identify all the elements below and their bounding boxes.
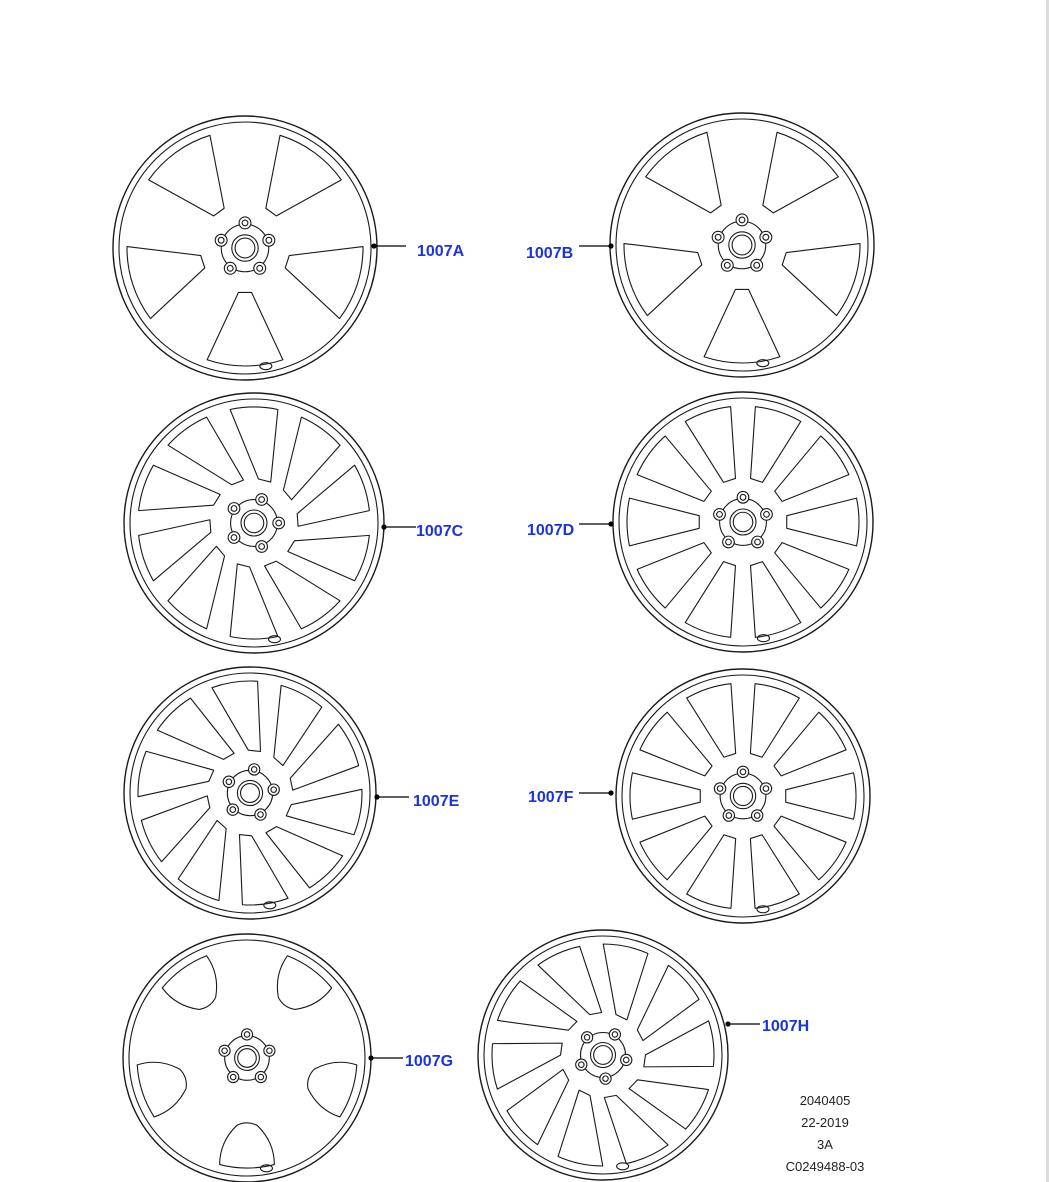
callout-1007C[interactable]: 1007C [416,523,464,540]
wheel-1007C [124,393,416,653]
lug-nut [228,532,240,544]
lug-nut [723,810,734,821]
lug-nut [609,1029,620,1040]
lug-nut [576,1059,587,1070]
lug-nut [219,1045,230,1056]
wheel-1007E [124,667,409,919]
lug-nut [215,234,227,246]
lug-nut [751,259,763,271]
lug-nut [723,536,735,548]
leader-dot [371,243,376,248]
drawing-reference: C0249488-03 [785,1159,865,1174]
callout-1007B[interactable]: 1007B [526,245,574,262]
drawing-number: 2040405 [799,1093,851,1108]
drawing-date: 22-2019 [801,1115,849,1130]
callout-1007D[interactable]: 1007D [527,522,575,539]
wheel-1007A [113,116,406,380]
lug-nut [751,810,762,821]
callout-1007H[interactable]: 1007H [762,1018,810,1035]
drawing-revision: 3A [817,1137,833,1152]
lug-nut [255,1071,266,1082]
lug-nut [760,231,772,243]
lug-nut [712,231,724,243]
wheels-layer [113,113,874,1182]
leader-dot [725,1021,730,1026]
lug-nut [268,784,279,795]
lug-nut [256,494,268,506]
wheel-1007F [579,669,870,923]
lug-nut [228,1071,239,1082]
lug-nut [600,1073,611,1084]
lug-nut [256,541,268,553]
wheel-1007H [478,930,760,1180]
lug-nut [264,1045,275,1056]
lug-nut [581,1032,592,1043]
leader-dot [368,1055,373,1060]
lug-nut [223,776,234,787]
leader-dot [608,243,613,248]
lug-nut [714,783,725,794]
lug-nut [273,517,285,529]
leader-dot [381,524,386,529]
drawing-info-block [770,1090,880,1178]
lug-nut [255,809,266,820]
leader-dot [608,790,613,795]
lug-nut [736,214,748,226]
lug-nut [239,217,251,229]
lug-nut [227,804,238,815]
callout-1007A[interactable]: 1007A [417,243,465,260]
lug-nut [241,1029,252,1040]
lug-nut [224,262,236,274]
lug-nut [737,491,749,503]
lug-nut [721,259,733,271]
wheel-1007D [579,392,873,652]
lug-nut [263,234,275,246]
wheel-1007B [579,113,874,377]
callout-1007F[interactable]: 1007F [528,789,574,806]
leader-dot [374,794,379,799]
lug-nut [761,509,773,521]
lug-nut [621,1054,632,1065]
lug-nut [760,783,771,794]
lug-nut [228,503,240,515]
lug-nut [714,509,726,521]
callout-1007E[interactable]: 1007E [413,793,460,810]
wheel-1007G [123,934,403,1182]
lug-nut [737,766,748,777]
lug-nut [254,262,266,274]
lug-nut [248,764,259,775]
leader-dot [608,521,613,526]
lug-nut [752,536,764,548]
callout-1007G[interactable]: 1007G [405,1053,454,1070]
